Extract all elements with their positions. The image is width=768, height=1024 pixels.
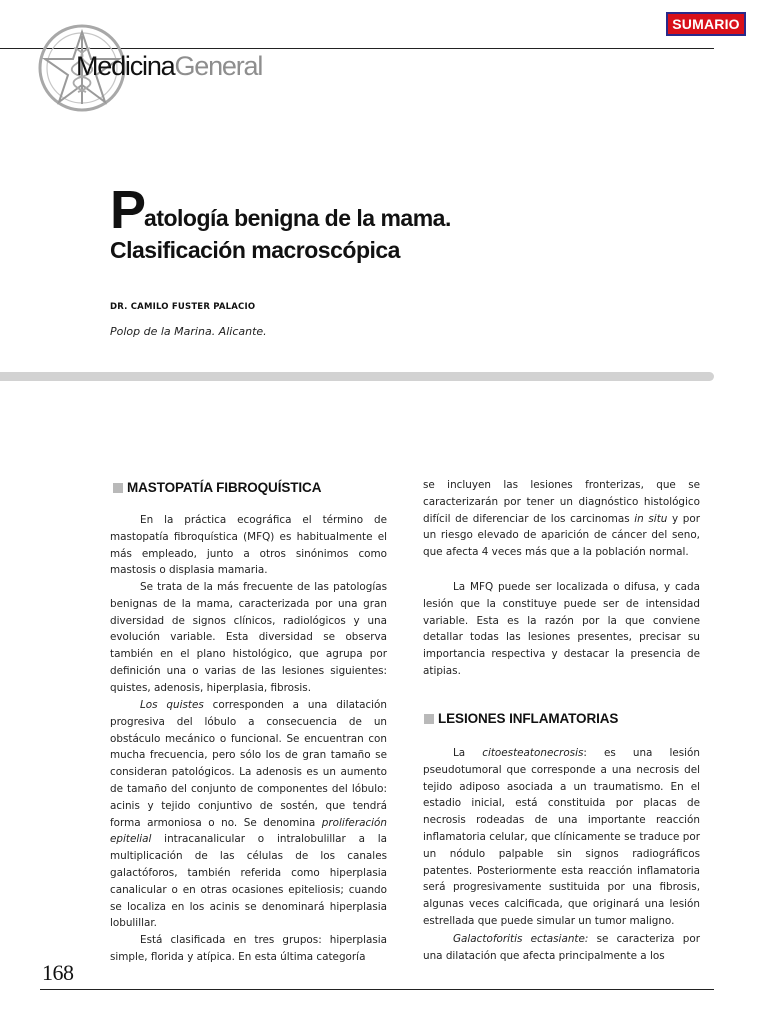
title-dropcap: P — [110, 180, 145, 240]
section-heading-mastopatia: MASTOPATÍA FIBROQUÍSTICA — [113, 480, 321, 495]
journal-title: MedicinaGeneral — [76, 51, 263, 81]
paragraph: La MFQ puede ser localizada o difusa, y cada lesión que la constituye puede ser de intensidad variable. Esta es la razón por la que conviene detallar todas las lesiones presentes, precisar su importancia respectiva y destacar la presencia de atipias. — [423, 581, 700, 677]
paragraph: La citoesteatonecrosis: es una lesión pseudotumoral que corresponde a una necrosis del tejido adiposo asociada a un traumatismo. En el estadio inicial, está constituida por placas de necrosis rodeadas de una importante reacción inflamatoria celular, que clínicamente se traduce por un nódulo palpable sin signos radiográficos patentes. Posteriormente esta reacción inflamatoria será progresivamente sustituida por una fibrosis, algunas veces calcificada, que originará una lesión estrellada que puede simular un tumor maligno. — [423, 747, 700, 927]
paragraph: Se trata de la más frecuente de las patologías benignas de la mama, caracterizada por una gran diversidad de signos clínicos, radiológicos y una evolución variable. Esta diversidad se observa también en el plano histológico, que agrupa por definición una o varias de las lesiones siguientes: quistes, adenosis, hiperplasia, fibrosis. — [110, 581, 387, 694]
author-name: DR. CAMILO FUSTER PALACIO — [110, 302, 256, 312]
heading-square-icon — [113, 483, 123, 493]
page-number: 168 — [42, 960, 74, 985]
paragraph: En la práctica ecográfica el término de mastopatía fibroquística (MFQ) es habitualmente el más empleado, junto a otros sinónimos como mastosis o displasia mamaria. — [110, 514, 387, 577]
sumario-button[interactable]: SUMARIO — [666, 12, 746, 36]
article-title: Patología benigna de la mama. Clasificación macroscópica — [110, 190, 670, 265]
paragraph: Está clasificada en tres grupos: hiperplasia simple, florida y atípica. En esta última categoría — [110, 934, 387, 963]
section-heading-lesiones: LESIONES INFLAMATORIAS — [424, 711, 618, 726]
paragraph: se incluyen las lesiones fronterizas, que se caracterizarán por tener un diagnóstico histológico difícil de diferenciar de los carcinomas in situ y por un riesgo elevado de aparición de cáncer del seno, que afecta 4 veces más que a la población normal. — [423, 479, 700, 559]
paragraph: Los quistes corresponden a una dilatación progresiva del lóbulo a consecuencia de un obstáculo mecánico o funcional. Se encuentran con mucha frecuencia, pero sólo los de gran tamaño se consideran patológicos. La adenosis es un aumento de tamaño del conjunto de componentes del lóbulo: acinis y tejido conjuntivo de sostén, que tendrá forma armoniosa o no. Se denomina proliferación epitelial intracanalicular o intralobulillar a la multiplicación de las células de los canales galactóforos, también referida como hiperplasia canalicular o en otras ocasiones epiteliosis; cuando se localiza en los acinis se denominará hiperplasia lobulillar. — [110, 699, 387, 930]
heading-square-icon — [424, 714, 434, 724]
author-affiliation: Polop de la Marina. Alicante. — [110, 325, 267, 338]
paragraph: Galactoforitis ectasiante: se caracteriza por una dilatación que afecta principalmente a los — [423, 933, 700, 962]
section-divider-band — [0, 372, 714, 381]
article-subtitle: Clasificación macroscópica — [110, 237, 400, 263]
bottom-rule — [40, 989, 714, 990]
